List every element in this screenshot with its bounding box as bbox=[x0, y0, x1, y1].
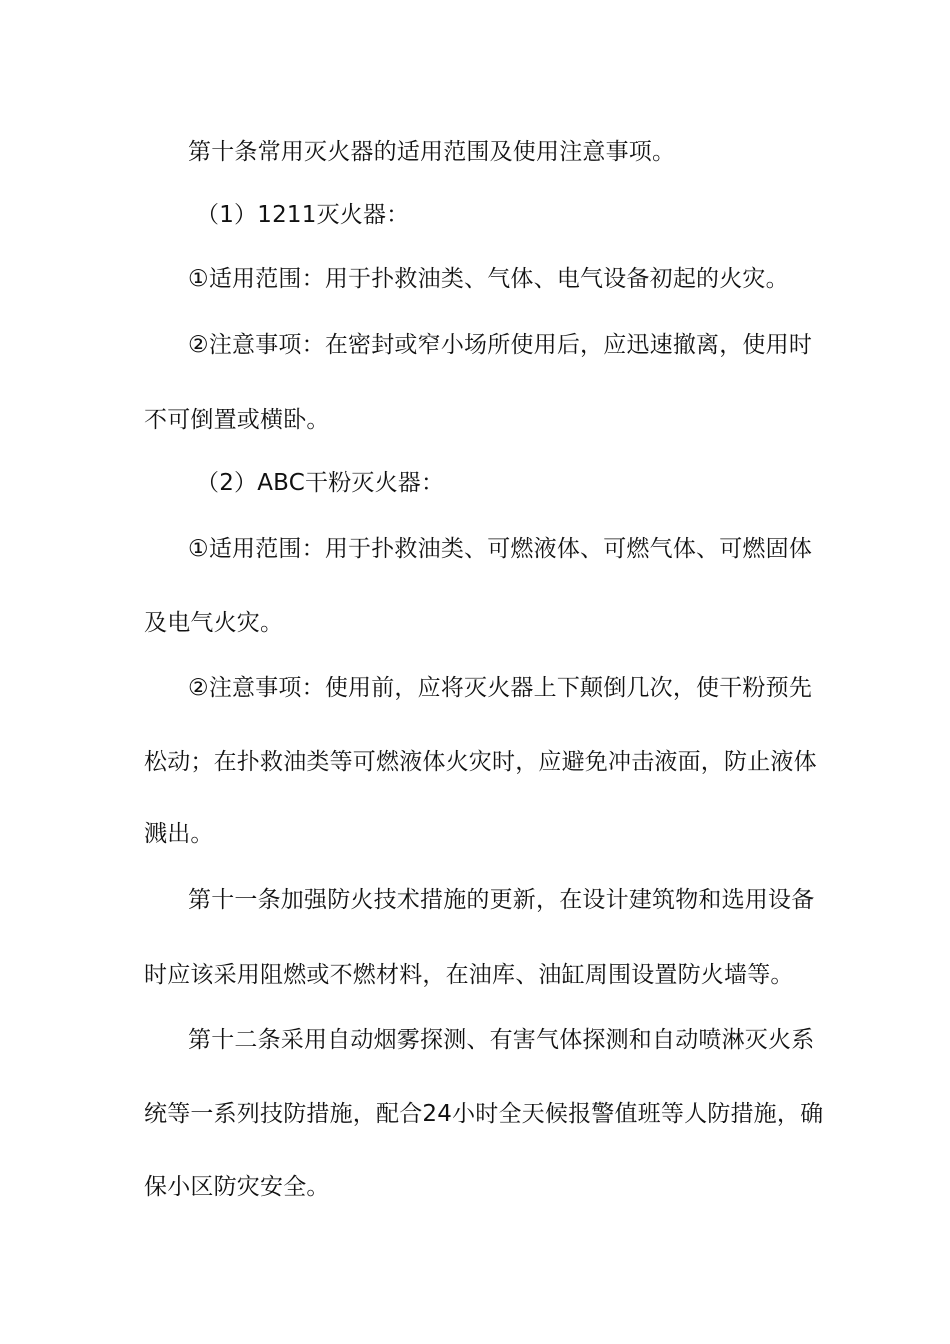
item-2-notes-line-2: 松动；在扑救油类等可燃液体火灾时，应避免冲击液面，防止液体 bbox=[144, 749, 817, 775]
item-2-scope-line-1: ①适用范围：用于扑救油类、可燃液体、可燃气体、可燃固体 bbox=[188, 536, 813, 562]
item-1-heading: （1）1211灭火器： bbox=[196, 202, 410, 228]
article-12-line-2: 统等一系列技防措施，配合24小时全天候报警值班等人防措施，确 bbox=[144, 1101, 824, 1127]
item-1-notes-line-2: 不可倒置或横卧。 bbox=[144, 407, 330, 433]
article-12-line-3: 保小区防灾安全。 bbox=[144, 1174, 330, 1200]
item-1-scope: ①适用范围：用于扑救油类、气体、电气设备初起的火灾。 bbox=[188, 266, 789, 292]
article-12-line-1: 第十二条采用自动烟雾探测、有害气体探测和自动喷淋灭火系 bbox=[188, 1027, 815, 1053]
article-10-heading: 第十条常用灭火器的适用范围及使用注意事项。 bbox=[188, 139, 676, 165]
item-2-notes-line-3: 溅出。 bbox=[144, 821, 214, 847]
article-11-line-2: 时应该采用阻燃或不燃材料，在油库、油缸周围设置防火墙等。 bbox=[144, 962, 794, 988]
item-2-heading: （2）ABC干粉灭火器： bbox=[196, 470, 445, 496]
item-2-notes-line-1: ②注意事项：使用前，应将灭火器上下颠倒几次，使干粉预先 bbox=[188, 675, 813, 701]
item-2-scope-line-2: 及电气火灾。 bbox=[144, 610, 284, 636]
item-1-notes-line-1: ②注意事项：在密封或窄小场所使用后，应迅速撤离，使用时 bbox=[188, 332, 813, 358]
article-11-line-1: 第十一条加强防火技术措施的更新，在设计建筑物和选用设备 bbox=[188, 887, 815, 913]
